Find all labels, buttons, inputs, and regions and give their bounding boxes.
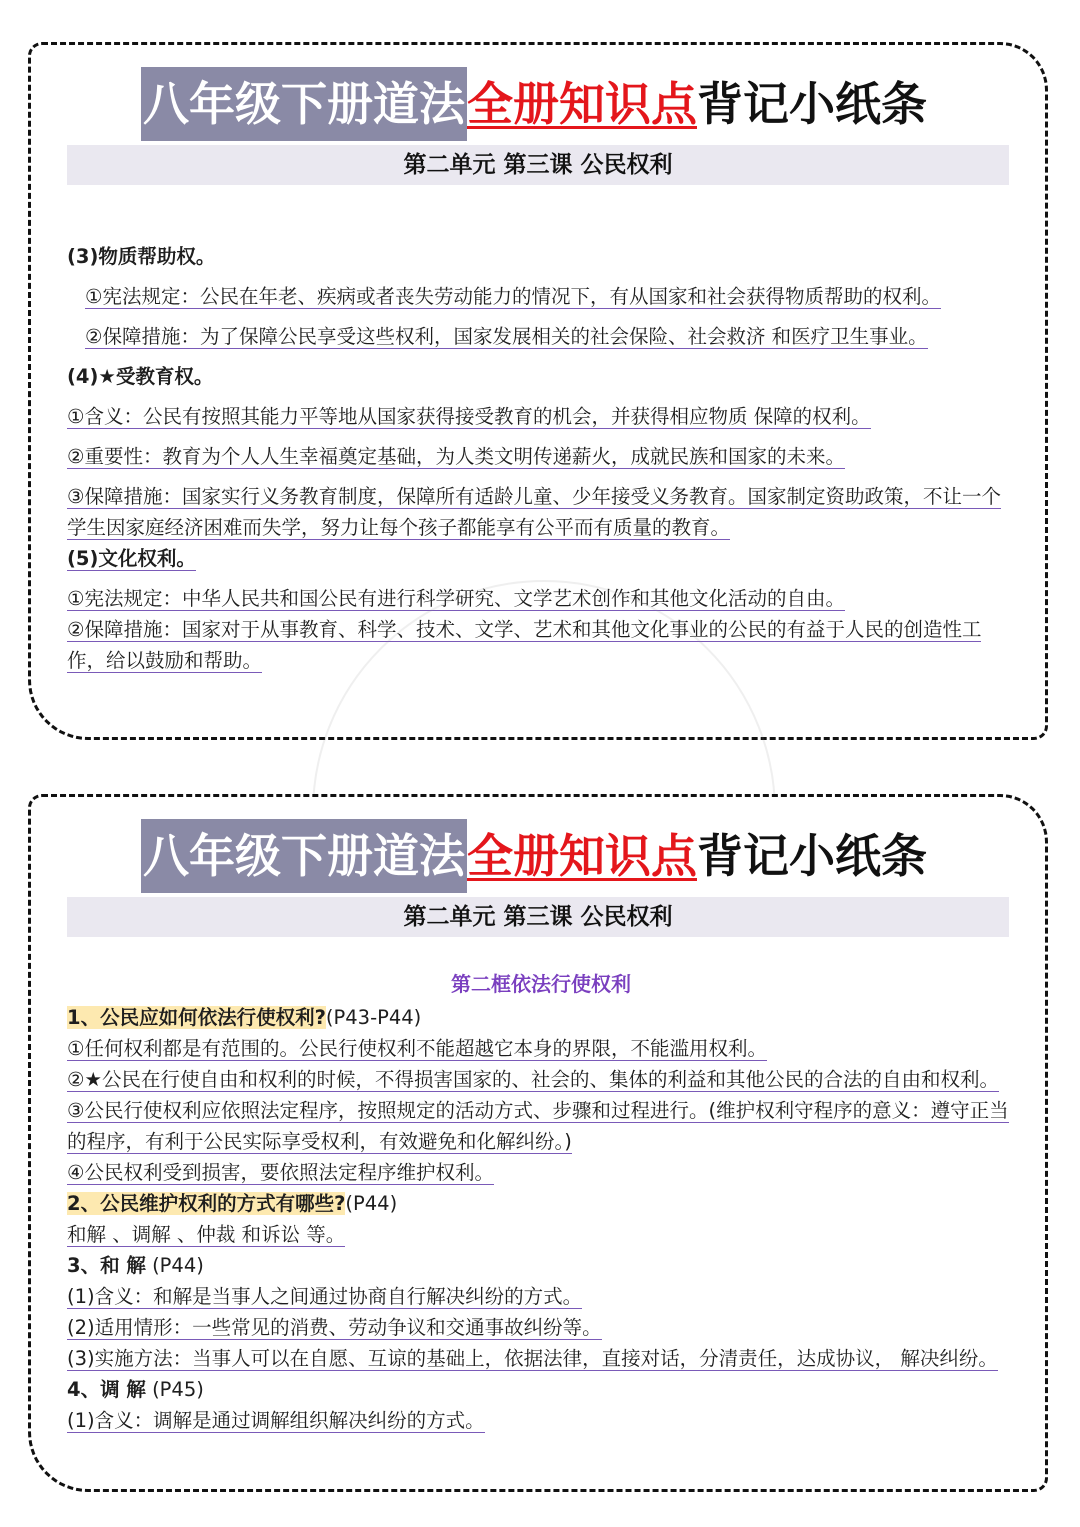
title-grade: 八年级下册道法: [141, 67, 467, 141]
card-title: [141, 67, 927, 141]
note-card-1: [28, 42, 1048, 740]
title-grade: 八年级下册道法: [141, 819, 467, 893]
title-suffix: 背记小纸条: [697, 77, 927, 131]
title-suffix: 背记小纸条: [697, 829, 927, 883]
text-line: ①含义：公民有按照其能力平等地从国家获得接受教育的机会，并获得相应物质 保障的权利。: [67, 405, 871, 428]
section-heading: (5)文化权利。: [67, 547, 196, 570]
text-line: ②保障措施：国家对于从事教育、科学、技术、文学、艺术和其他文化事业的公民的有益于人民的创造性工作，给以鼓励和帮助。: [67, 618, 982, 672]
text-line: ②保障措施：为了保障公民享受这些权利，国家发展相关的社会保险、社会救济 和医疗卫生事业。: [85, 325, 928, 348]
text-line: ③保障措施：国家实行义务教育制度，保障所有适龄儿童、少年接受义务教育。国家制定资助政策，不让一个学生因家庭经济困难而失学，努力让每个孩子都能享有公平而有质量的教育。: [67, 485, 1001, 539]
lesson-subtitle: 第二框依法行使权利: [451, 972, 631, 996]
text-line: ①宪法规定：中华人民共和国公民有进行科学研究、文学艺术创作和其他文化活动的自由。: [67, 587, 845, 610]
card-content: [67, 949, 1015, 1436]
section-heading: (3)物质帮助权。: [67, 245, 216, 268]
text-line: ①任何权利都是有范围的。公民行使权利不能超越它本身的界限，不能滥用权利。: [67, 1037, 767, 1060]
text-line: (1)含义：调解是通过调解组织解决纠纷的方式。: [67, 1409, 485, 1432]
text-line: ④公民权利受到损害，要依照法定程序维护权利。: [67, 1161, 494, 1184]
question-heading: 2、公民维护权利的方式有哪些?(P44): [67, 1192, 398, 1215]
section-heading: (4)★受教育权。: [67, 365, 214, 388]
card-content: [67, 241, 1015, 676]
text-line: ②★公民在行使自由和权利的时候，不得损害国家的、社会的、集体的利益和其他公民的合法的自由和权利。: [67, 1068, 999, 1091]
unit-heading: 第二单元 第三课 公民权利: [67, 145, 1009, 185]
text-line: 和解 、调解 、仲裁 和诉讼 等。: [67, 1223, 346, 1246]
question-heading: 3、和 解 (P44): [67, 1254, 204, 1277]
card-title: [141, 819, 927, 893]
text-line: ②重要性：教育为个人人生幸福奠定基础，为人类文明传递薪火，成就民族和国家的未来。: [67, 445, 845, 468]
question-heading: 4、调 解 (P45): [67, 1378, 204, 1401]
unit-heading: 第二单元 第三课 公民权利: [67, 897, 1009, 937]
text-line: (1)含义：和解是当事人之间通过协商自行解决纠纷的方式。: [67, 1285, 583, 1308]
question-heading: 1、公民应如何依法行使权利?(P43-P44): [67, 1006, 422, 1029]
title-highlight: 全册知识点: [467, 77, 697, 131]
text-line: ①宪法规定：公民在年老、疾病或者丧失劳动能力的情况下，有从国家和社会获得物质帮助的权利。: [85, 285, 941, 308]
text-line: ③公民行使权利应依照法定程序，按照规定的活动方式、步骤和过程进行。(维护权利守程序的意义：遵守正当的程序，有利于公民实际享受权利，有效避免和化解纠纷。): [67, 1099, 1009, 1153]
title-highlight: 全册知识点: [467, 829, 697, 883]
text-line: (2)适用情形：一些常见的消费、劳动争议和交通事故纠纷等。: [67, 1316, 602, 1339]
note-card-2: [28, 794, 1048, 1492]
text-line: (3)实施方法：当事人可以在自愿、互谅的基础上，依据法律，直接对话，分清责任，达成协议， 解决纠纷。: [67, 1347, 998, 1370]
